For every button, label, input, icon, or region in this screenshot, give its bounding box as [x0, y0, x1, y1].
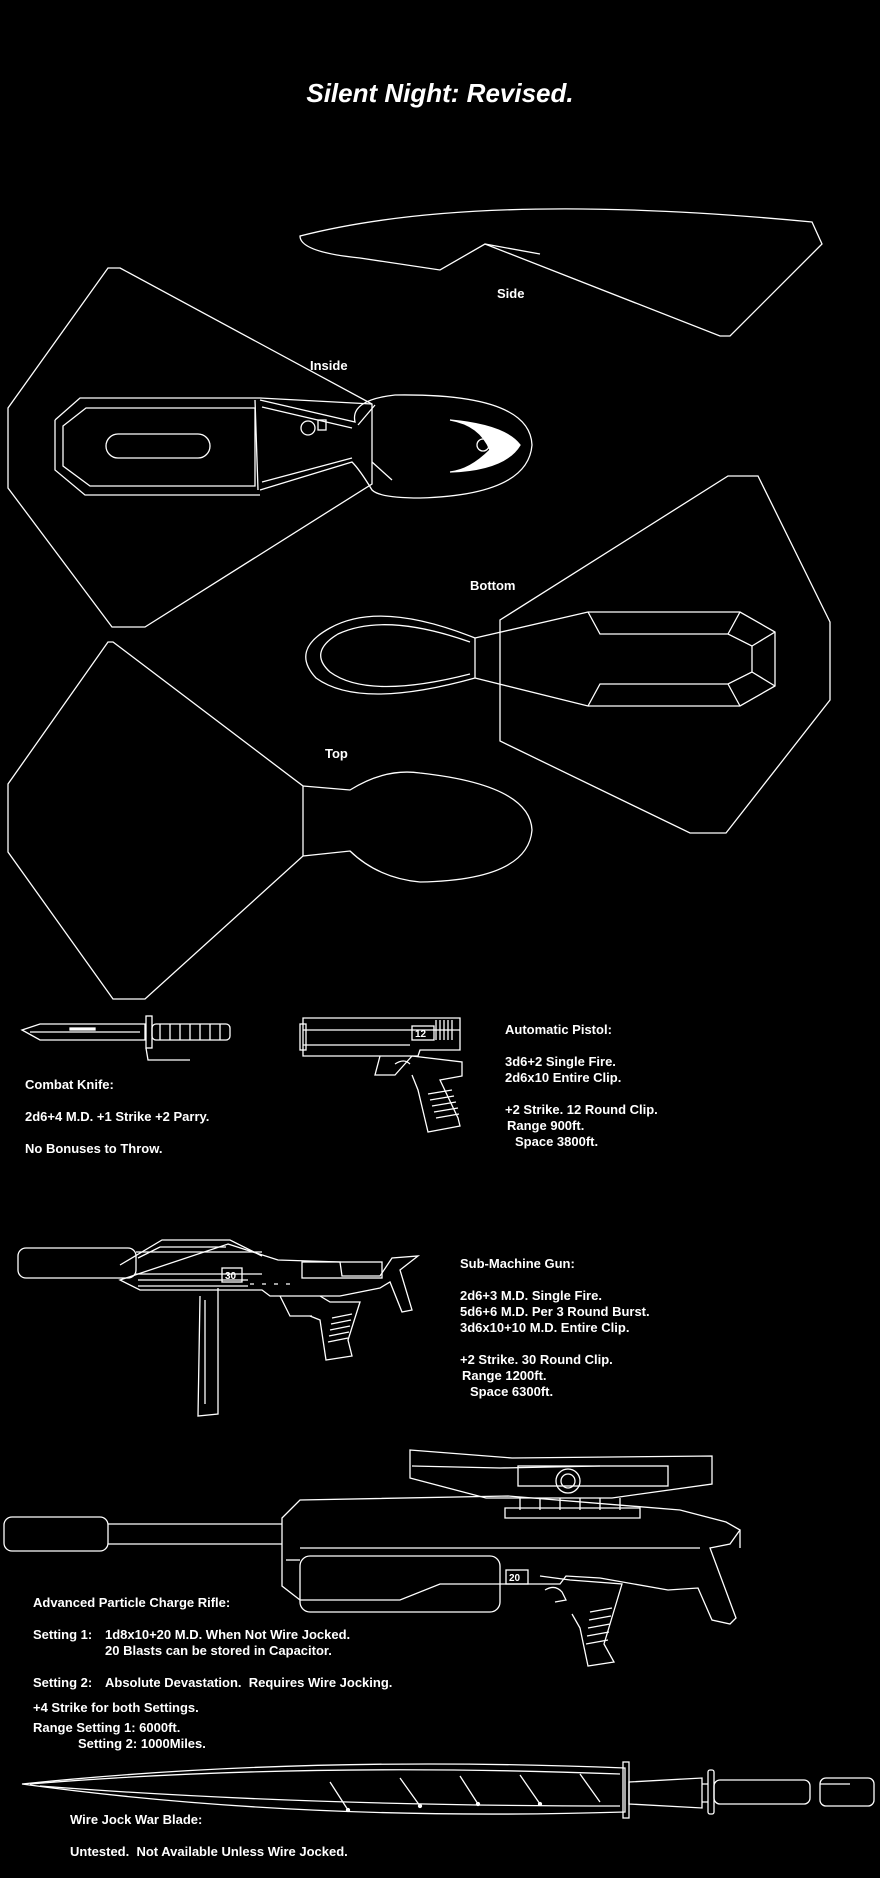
war-blade-drawing [22, 1762, 874, 1818]
smg-entire-clip: 3d6x10+10 M.D. Entire Clip. [460, 1320, 630, 1335]
combat-knife-throw: No Bonuses to Throw. [25, 1141, 163, 1156]
pistol-clip-mark: 12 [415, 1029, 427, 1040]
side-view-label: Side [497, 286, 525, 301]
smg-burst: 5d6+6 M.D. Per 3 Round Burst. [460, 1304, 650, 1319]
top-view-label: Top [325, 746, 348, 761]
rifle-range-setting2: Setting 2: 1000Miles. [78, 1736, 206, 1751]
smg-single-fire: 2d6+3 M.D. Single Fire. [460, 1288, 602, 1303]
smg-drawing [18, 1240, 418, 1416]
rifle-setting1-damage: 1d8x10+20 M.D. When Not Wire Jocked. [105, 1627, 351, 1642]
rifle-setting1-label: Setting 1: [33, 1627, 93, 1642]
side-view-drawing [300, 209, 822, 336]
blade-availability: Untested. Not Available Unless Wire Jocked. [70, 1844, 348, 1859]
page-title: Silent Night: Revised. [306, 78, 574, 108]
bottom-view-drawing [306, 476, 830, 833]
pistol-strike: +2 Strike. 12 Round Clip. [505, 1102, 658, 1117]
smg-clip-mark: 30 [225, 1271, 237, 1282]
top-view-drawing [8, 642, 532, 999]
pistol-single-fire: 3d6+2 Single Fire. [505, 1054, 616, 1069]
combat-knife-drawing [22, 1016, 230, 1060]
smg-space: Space 6300ft. [470, 1384, 554, 1399]
smg-range: Range 1200ft. [462, 1368, 547, 1383]
rifle-clip-mark: 20 [509, 1573, 521, 1584]
inside-view-label: Inside [310, 358, 348, 373]
smg-name: Sub-Machine Gun: [460, 1256, 575, 1271]
pistol-drawing [300, 1018, 462, 1132]
smg-strike: +2 Strike. 30 Round Clip. [460, 1352, 613, 1367]
rifle-name: Advanced Particle Charge Rifle: [33, 1595, 231, 1610]
combat-knife-name: Combat Knife: [25, 1077, 114, 1092]
rifle-setting2-label: Setting 2: [33, 1675, 93, 1690]
blade-name: Wire Jock War Blade: [70, 1812, 203, 1827]
combat-knife-stats: 2d6+4 M.D. +1 Strike +2 Parry. [25, 1109, 210, 1124]
pistol-space: Space 3800ft. [515, 1134, 599, 1149]
pistol-entire-clip: 2d6x10 Entire Clip. [505, 1070, 622, 1085]
rifle-setting2-damage: Absolute Devastation. Requires Wire Jocking. [105, 1675, 393, 1690]
pistol-range: Range 900ft. [507, 1118, 585, 1133]
rifle-range-setting1: Range Setting 1: 6000ft. [33, 1720, 181, 1735]
bottom-view-label: Bottom [470, 578, 516, 593]
rifle-strike: +4 Strike for both Settings. [33, 1700, 199, 1715]
rifle-setting1-capacitor: 20 Blasts can be stored in Capacitor. [105, 1643, 332, 1658]
pistol-name: Automatic Pistol: [505, 1022, 612, 1037]
inside-view-drawing [8, 268, 532, 627]
